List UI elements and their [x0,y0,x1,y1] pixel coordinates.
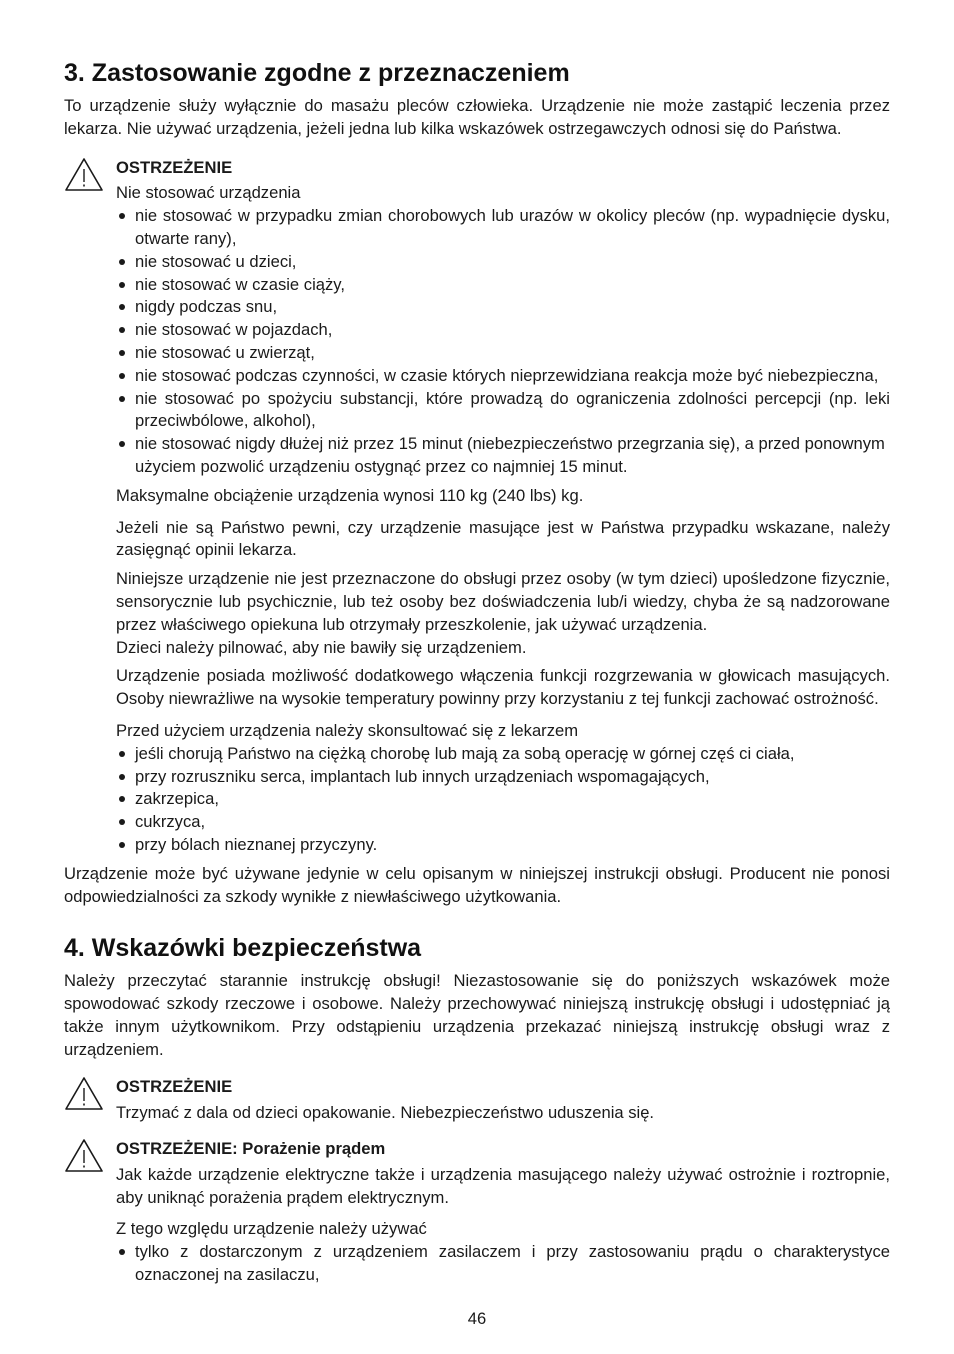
warning-block-electric-shock [64,1138,890,1287]
list-item: zakrzepica, [116,788,890,811]
doctor-note: Jeżeli nie są Państwo pewni, czy urządzenie masujące jest w Państwa przypadku wskazane, należy zasięgnąć opinii lekarza. [116,517,890,560]
section-3-intro: To urządzenie służy wyłącznie do masażu pleców człowieka. Urządzenie nie może zastąpić leczenia przez lekarza. Nie używać urządzenia, jeżeli jedna lub kilka wskazówek ostrzegawczych odnosi się do Państwa. [64,96,890,138]
contraindication-list [116,205,890,479]
max-load-note: Maksymalne obciążenie urządzenia wynosi 110 kg (240 lbs) kg. [116,485,584,505]
list-item: przy rozruszniku serca, implantach lub innych urządzeniach wspomagających, [116,766,890,789]
persons-note: Niniejsze urządzenie nie jest przeznaczone do obsługi przez osoby (w tym dzieci) upośledzone fizycznie, sensorycznie lub psychicznie, lub też osoby bez doświadczenia lub/i wiedzy, chyba że są nadzorowane przez właściwego opiekuna lub otrzymały przeszkolenie, jak używać urządzenia. [116,569,890,634]
document-page [64,56,890,1287]
warning-lead: Nie stosować urządzenia [116,183,301,203]
list-item: jeśli chorują Państwo na ciężką chorobę lub mają za sobą operację w górnej częś ci ciała, [116,743,890,766]
warning-title: OSTRZEŻENIE: Porażenie prądem [116,1139,386,1159]
heat-note: Urządzenie posiada możliwość dodatkowego włączenia funkcji rozgrzewania w głowicach masujących. Osoby niewrażliwe na wysokie temperatury powinny przy korzystaniu z tej funkcji zachować ostrożność. [116,666,890,709]
warning-block-usage [64,157,890,857]
list-item: nie stosować nigdy dłużej niż przez 15 minut (niebezpieczeństwo przegrzania się), a przed ponownym użyciem pozwolić urządzeniu ostygnąć przez co najmniej 15 minut. [116,433,890,479]
list-item: nie stosować podczas czynności, w czasie których nieprzewidziana reakcja może być niebezpieczna, [116,365,890,388]
list-item: nie stosować u zwierząt, [116,342,890,365]
consult-lead: Przed użyciem urządzenia należy skonsultować się z lekarzem [116,720,579,740]
list-item: przy bólach nieznanej przyczyny. [116,834,890,857]
warning-title: OSTRZEŻENIE [116,157,233,177]
usage-list [116,1241,890,1287]
section-4-intro: Należy przeczytać starannie instrukcję obsługi! Niezastosowanie się do poniższych wskazówek może spowodować szkody rzeczowe i osobowe. Należy przechowywać niniejszą instrukcję obsługi i udostępniać ją także innym użytkownikom. Przy odstąpieniu urządzenia przekazać niniejszą instrukcję obsługi wraz z urządzeniem. [64,971,890,1059]
warning-title: OSTRZEŻENIE [116,1077,233,1097]
usage-lead: Z tego względu urządzenie należy używać [116,1219,427,1239]
warning-triangle-icon [64,1076,104,1112]
warning-text: Jak każde urządzenie elektryczne także i urządzenia masującego należy używać ostrożnie i roztropnie, aby uniknąć porażenia prądem elektrycznym. [116,1164,890,1207]
list-item: nigdy podczas snu, [116,296,890,319]
list-item: nie stosować po spożyciu substancji, które prowadzą do ograniczenia zdolności percepcji (np. leki przeciwbólowe, alkohol), [116,388,890,434]
warning-triangle-icon [64,157,104,193]
warning-block-packaging [64,1076,890,1125]
consult-list [116,743,890,857]
section-4-title: 4. Wskazówki bezpieczeństwa [64,934,422,963]
page-number: 46 [467,1309,487,1328]
list-item: nie stosować u dzieci, [116,251,890,274]
list-item: tylko z dostarczonym z urządzeniem zasilaczem i przy zastosowaniu prądu o charakterystyce oznaczonej na zasilaczu, [116,1241,890,1287]
list-item: nie stosować w czasie ciąży, [116,274,890,297]
list-item: cukrzyca, [116,811,890,834]
warning-text: Trzymać z dala od dzieci opakowanie. Niebezpieczeństwo uduszenia się. [116,1103,655,1123]
children-note: Dzieci należy pilnować, aby nie bawiły się urządzeniem. [116,637,527,657]
list-item: nie stosować w przypadku zmian chorobowych lub urazów w okolicy pleców (np. wypadnięcie dysku, otwarte rany), [116,205,890,251]
warning-triangle-icon [64,1138,104,1174]
list-item: nie stosować w pojazdach, [116,319,890,342]
section-3-outro: Urządzenie może być używane jedynie w celu opisanym w niniejszej instrukcji obsługi. Producent nie ponosi odpowiedzialności za szkody wynikłe z niewłaściwego użytkowania. [64,863,890,906]
section-3-title: 3. Zastosowanie zgodne z przeznaczeniem [64,59,570,87]
